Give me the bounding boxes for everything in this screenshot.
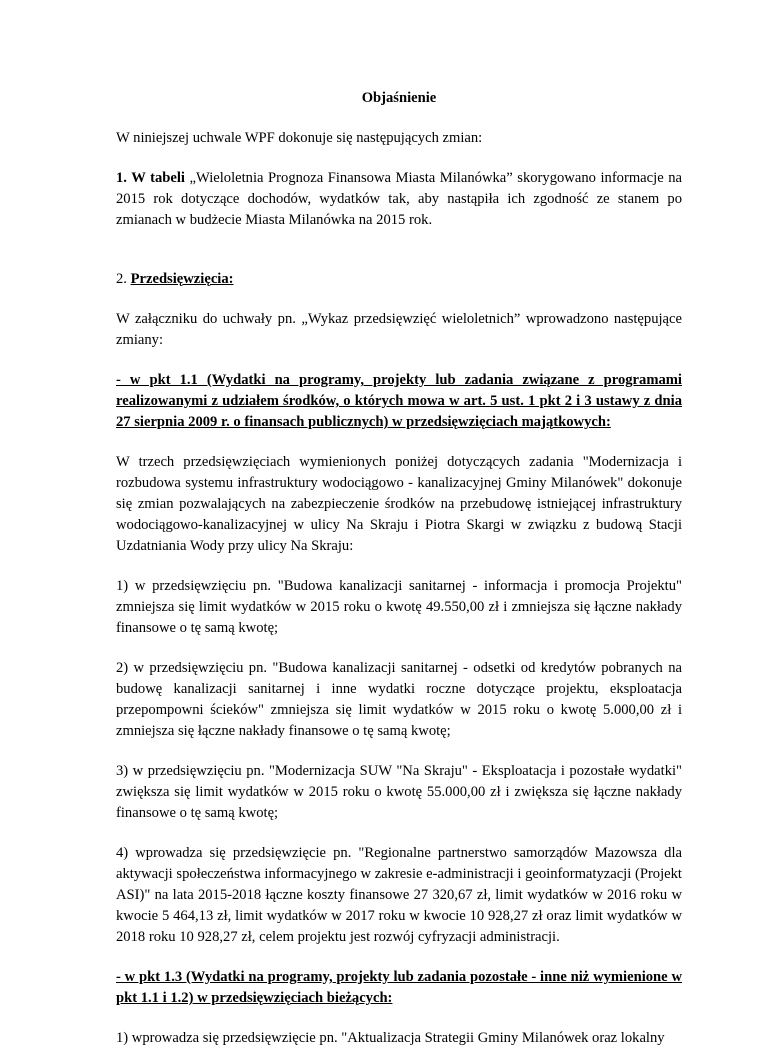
list-item: 4) wprowadza się przedsięwzięcie pn. "Regionalne partnerstwo samorządów Mazowsza dla aktywacji społeczeństwa informacyjnego w zakresie e-administracji i geoinformatyzacji (Projekt ASI)" na lata 2015-2018 łączne koszty finansowe 27 320,67 zł, limit wydatków w 2016 roku w kwocie 5 464,13 zł, limit wydatków w 2017 roku w kwocie 10 928,27 zł oraz limit wydatków w 2018 roku 10 928,27 zł, celem projektu jest rozwój cyfryzacji administracji. bbox=[116, 845, 682, 945]
point-2-heading bbox=[116, 269, 682, 290]
list-item: 1) w przedsięwzięciu pn. "Budowa kanalizacji sanitarnej - informacja i promocja Projektu" zmniejsza się limit wydatków w 2015 roku o kwotę 49.550,00 zł i zmniejsza się łączne nakłady finansowe o tę samą kwotę; bbox=[116, 578, 682, 636]
section-1-3-heading bbox=[116, 967, 682, 1009]
section-1-1-intro: W trzech przedsięwzięciach wymienionych poniżej dotyczących zadania "Modernizacja i rozbudowa systemu infrastruktury wodociągowo - kanalizacyjnej Gminy Milanówek" dokonuje się zmian pozwalających na zabezpieczenie środków na przebudowę istniejącej infrastruktury wodociągowo-kanalizacyjnej w ulicy Na Skraju i Piotra Skargi w związku z budową Stacji Uzdatniania Wody przy ulicy Na Skraju: bbox=[116, 454, 682, 554]
list-item: 3) w przedsięwzięciu pn. "Modernizacja SUW "Na Skraju" - Eksploatacja i pozostałe wydatki" zwiększa się limit wydatków w 2015 roku o kwotę 55.000,00 zł i zwiększa się łączne nakłady finansowe o tę samą kwotę; bbox=[116, 763, 682, 821]
spacer bbox=[116, 250, 682, 269]
point-1-text: „Wieloletnia Prognoza Finansowa Miasta Milanówka” skorygowano informacje na 2015 rok dotyczące dochodów, wydatków tak, aby nastąpiła ich zgodność ze stanem po zmianach w budżecie Miasta Milanówka na 2015 rok. bbox=[116, 170, 682, 228]
section-1-1-heading bbox=[116, 370, 682, 433]
document-title: Objaśnienie bbox=[361, 90, 437, 106]
point-1-paragraph bbox=[116, 168, 682, 231]
section-1-3-heading-text: - w pkt 1.3 (Wydatki na programy, projekty lub zadania pozostałe - inne niż wymienione w pkt 1.1 i 1.2) w przedsięwzięciach bieżących: bbox=[116, 969, 682, 1006]
point-2-heading-text: Przedsięwzięcia: bbox=[130, 271, 234, 287]
point-2-number: 2. bbox=[116, 271, 131, 287]
section-1-1-heading-text: - w pkt 1.1 (Wydatki na programy, projekty lub zadania związane z programami realizowanymi z udziałem środków, o których mowa w art. 5 ust. 1 pkt 2 i 3 ustawy z dnia 27 sierpnia 2009 r. o finansach publicznych) w przedsięwzięciach majątkowych: bbox=[116, 372, 682, 430]
list-item: 2) w przedsięwzięciu pn. "Budowa kanalizacji sanitarnej - odsetki od kredytów pobranych na budowę kanalizacji sanitarnej i inne wydatki roczne dotyczące projektu, eksploatacja przepompowni ścieków" zmniejsza się limit wydatków w 2015 roku o kwotę 5.000,00 zł i zmniejsza się łączne nakłady finansowe o tę samą kwotę; bbox=[116, 660, 682, 739]
section-1-3-item-1: 1) wprowadza się przedsięwzięcie pn. "Aktualizacja Strategii Gminy Milanówek oraz lokalny bbox=[116, 1030, 665, 1046]
point-1-prefix: 1. W tabeli bbox=[116, 170, 185, 186]
intro-paragraph: W niniejszej uchwale WPF dokonuje się następujących zmian: bbox=[116, 130, 483, 146]
point-2-intro: W załączniku do uchwały pn. „Wykaz przedsięwzięć wieloletnich” wprowadzono następujące zmiany: bbox=[116, 311, 682, 348]
